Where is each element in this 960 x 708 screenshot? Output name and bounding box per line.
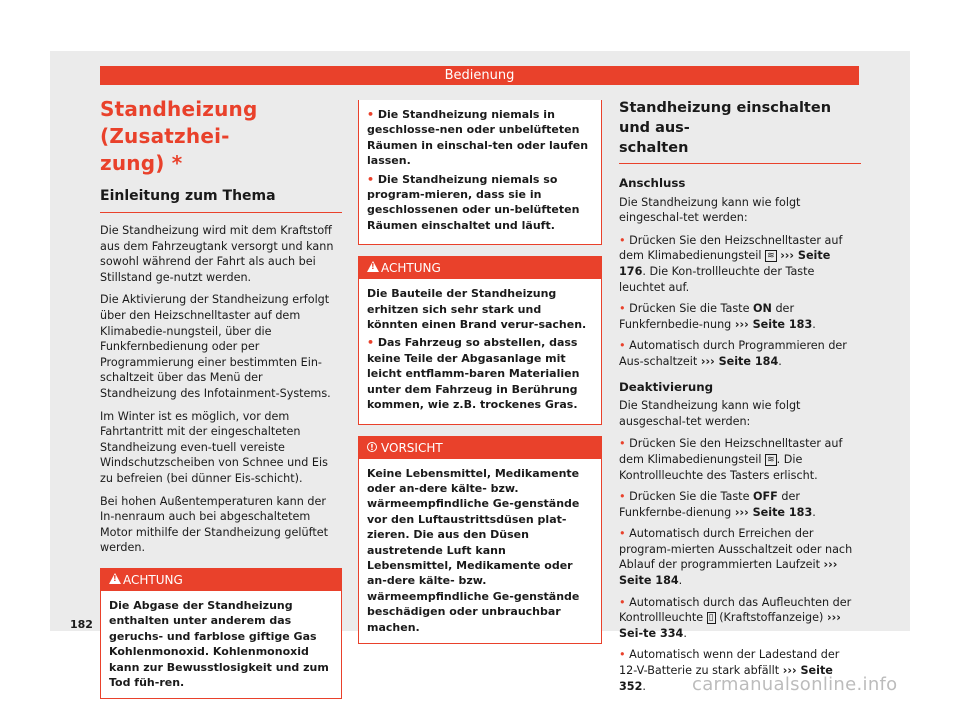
warning-continued-body [359, 100, 601, 244]
bullet-icon: • [619, 437, 630, 451]
list-item-text: Automatisch durch Erreichen der program-mierten Ausschaltzeit oder nach Ablauf der programmierten Laufzeit [619, 527, 853, 572]
list-item: • Drücken Sie die Taste OFF der Funkfernbe-dienung ››› Seite 183. [619, 490, 816, 519]
on-key-icon: ON [753, 302, 772, 316]
paragraph: Im Winter ist es möglich, vor dem Fahrtantritt mit der eingeschalteten Standheizung even-tuell vereiste Windschutzscheiben von Schnee und Eis zu befreien (bei dünner Eis-schicht). [100, 409, 328, 485]
bullet-icon: • [367, 336, 378, 350]
bullet-icon: • [619, 339, 630, 353]
page-reference[interactable]: ››› Seite 352 [619, 664, 833, 693]
section-header: Bedienung [100, 66, 859, 85]
paragraph: Die Aktivierung der Standheizung erfolgt über den Heizschnelltaster auf dem Klimabedie-nungsteil, über die Funkfernbedienung oder per Programmierung einer bestimmten Ein-schaltzeit über das Menü der Standheizung des Infotainment-Systems. [100, 293, 331, 400]
page-number: 182 [70, 618, 93, 631]
section-subtitle: Einleitung zum Thema [100, 188, 276, 204]
caution-label: VORSICHT [381, 440, 443, 455]
caution-text: Keine Lebensmittel, Medikamente oder an-dere kälte- bzw. wärmeempfindliche Ge-genstände vor den Luftaustrittsdüsen plat-zieren. Die aus den Düsen austretende Luft kann Lebensmittel, Medikamente oder an-dere kälte- bzw. wärmeempfindliche Ge-genstände beschädigen oder unbrauchbar machen. [367, 466, 580, 634]
list-item [367, 107, 593, 169]
page-title-text: Standheizung (Zusatzhei- zung) * [100, 97, 258, 175]
bullet-icon: • [619, 490, 630, 504]
fuel-gauge-icon: ▯ [708, 613, 714, 624]
warning-header [101, 569, 341, 591]
list-item-text: Drücken Sie den Heizschnelltaster auf dem Klimabedienungsteil [619, 233, 843, 263]
warning-header [359, 257, 601, 279]
bullet-icon: • [367, 172, 378, 186]
section-title: Standheizung einschalten und aus- schalten [619, 100, 832, 156]
warning-box [100, 568, 342, 699]
heater-button-icon: ≋ [767, 454, 775, 465]
page-title [100, 96, 342, 177]
column-right [619, 98, 861, 700]
list-item: • Automatisch wenn der Ladestand der 12-V-Batterie zu stark abfällt ››› Seite 352. [619, 648, 840, 693]
list-item-text: der Funkfernbedie-nung [619, 302, 795, 331]
page-reference[interactable]: ››› Seite 183 [734, 505, 813, 519]
list-item [619, 436, 861, 483]
paragraph: Die Standheizung kann wie folgt eingeschal-tet werden: [619, 195, 801, 225]
list-item-text: der Funkfernbe-dienung [619, 490, 800, 519]
warning-box [358, 256, 602, 424]
bullet-icon: • [619, 302, 630, 316]
off-heading: Deaktivierung [619, 379, 714, 394]
list-item-text: Drücken Sie die Taste [629, 302, 750, 316]
off-key-icon: OFF [753, 490, 778, 504]
list-item: • Automatisch durch Programmieren der Aus-schaltzeit ››› Seite 184. [619, 339, 847, 368]
list-item-text: Automatisch durch das Aufleuchten der Kontrollleuchte [619, 595, 852, 625]
section-title-block [619, 98, 861, 164]
page-reference[interactable]: ››› Seite 176 [619, 249, 831, 278]
warning-label: ACHTUNG [381, 261, 441, 276]
list-item-text: Die Standheizung niemals in geschlosse-nen oder unbelüfteten Räumen in einschal-ten oder laufen lassen. [367, 108, 589, 168]
list-item: • Automatisch durch Erreichen der program-mierten Ausschaltzeit oder nach Ablauf der programmierten Laufzeit ››› Seite 184. [619, 527, 853, 588]
column-left [100, 96, 342, 699]
watermark: carmanualsonline.info [692, 674, 898, 695]
page-reference[interactable]: ››› Seite 183 [734, 317, 813, 331]
caution-header [359, 437, 601, 459]
page-reference[interactable]: ››› Sei-te 334 [619, 611, 841, 640]
warning-intro: Die Bauteile der Standheizung erhitzen sich sehr stark und könnten einen Brand verur-sachen. [367, 287, 587, 332]
list-item-text: Drücken Sie den Heizschnelltaster auf dem Klimabedienungsteil [619, 437, 843, 466]
bullet-icon: • [619, 648, 630, 662]
list-item-text: Drücken Sie die Taste [629, 490, 750, 504]
paragraph: Bei hohen Außentemperaturen kann der In-nenraum auch bei abgeschaltetem Motor mithilfe der Standheizung gelüftet werden. [100, 494, 329, 555]
list-item: • Automatisch durch das Aufleuchten der Kontrollleuchte ▯ (Kraftstoffanzeige) ››› Sei-te 334. [619, 595, 852, 640]
list-item-text: Automatisch durch Programmieren der Aus-schaltzeit [619, 339, 847, 368]
caution-box [358, 436, 602, 644]
page-reference[interactable]: ››› Seite 184 [619, 558, 838, 588]
column-middle [358, 100, 602, 644]
list-item-text: Das Fahrzeug so abstellen, dass keine Teile der Abgasanlage mit leicht entflamm-baren Materialien unter dem Fahrzeug in Berührung kommen, wie z.B. trockenes Gras. [367, 336, 580, 412]
warning-text: Die Abgase der Standheizung enthalten unter anderem das geruchs- und farblose giftige Gas Kohlenmonoxid. Kohlenmonoxid kann zur Bewusstlosigkeit und zum Tod füh-ren. [109, 598, 329, 689]
bullet-icon: • [367, 108, 378, 121]
list-item-text: . Die Kon-trollleuchte der Taste leuchtet auf. [619, 264, 815, 294]
warning-triangle-icon [367, 261, 379, 272]
list-item [619, 233, 861, 295]
warning-triangle-icon [109, 573, 121, 584]
list-item [367, 335, 593, 412]
list-item-text: . Die Kontrollleuchte des Tasters erlischt. [619, 452, 818, 482]
heater-button-icon: ≋ [767, 251, 775, 262]
paragraph: Die Standheizung kann wie folgt ausgeschal-tet werden: [619, 399, 801, 428]
list-item-text: (Kraftstoffanzeige) [719, 611, 824, 625]
warning-continued-box [358, 100, 602, 245]
paragraph: Die Standheizung wird mit dem Kraftstoff aus dem Fahrzeugtank versorgt und kann sowohl während der Fahrt als auch bei Stillstand ge-nutzt werden. [100, 224, 334, 284]
list-item [367, 172, 593, 234]
info-circle-icon: ! [367, 442, 377, 452]
warning-body [359, 279, 601, 423]
list-item-text: Die Standheizung niemals so program-mieren, dass sie in geschlossenen oder un-belüfteten Räumen einschaltet und läuft. [367, 172, 580, 232]
list-item-text: Automatisch wenn der Ladestand der 12-V-Batterie zu stark abfällt [619, 648, 840, 678]
list-item: • Drücken Sie die Taste ON der Funkfernbedie-nung ››› Seite 183. [619, 302, 816, 331]
warning-label: ACHTUNG [123, 572, 183, 587]
bullet-icon: • [619, 595, 630, 609]
page-reference[interactable]: ››› Seite 184 [700, 354, 779, 368]
bullet-icon: • [619, 527, 630, 541]
bullet-icon: • [619, 233, 630, 247]
on-heading: Anschluss [619, 176, 686, 190]
subtitle-block [100, 187, 342, 213]
